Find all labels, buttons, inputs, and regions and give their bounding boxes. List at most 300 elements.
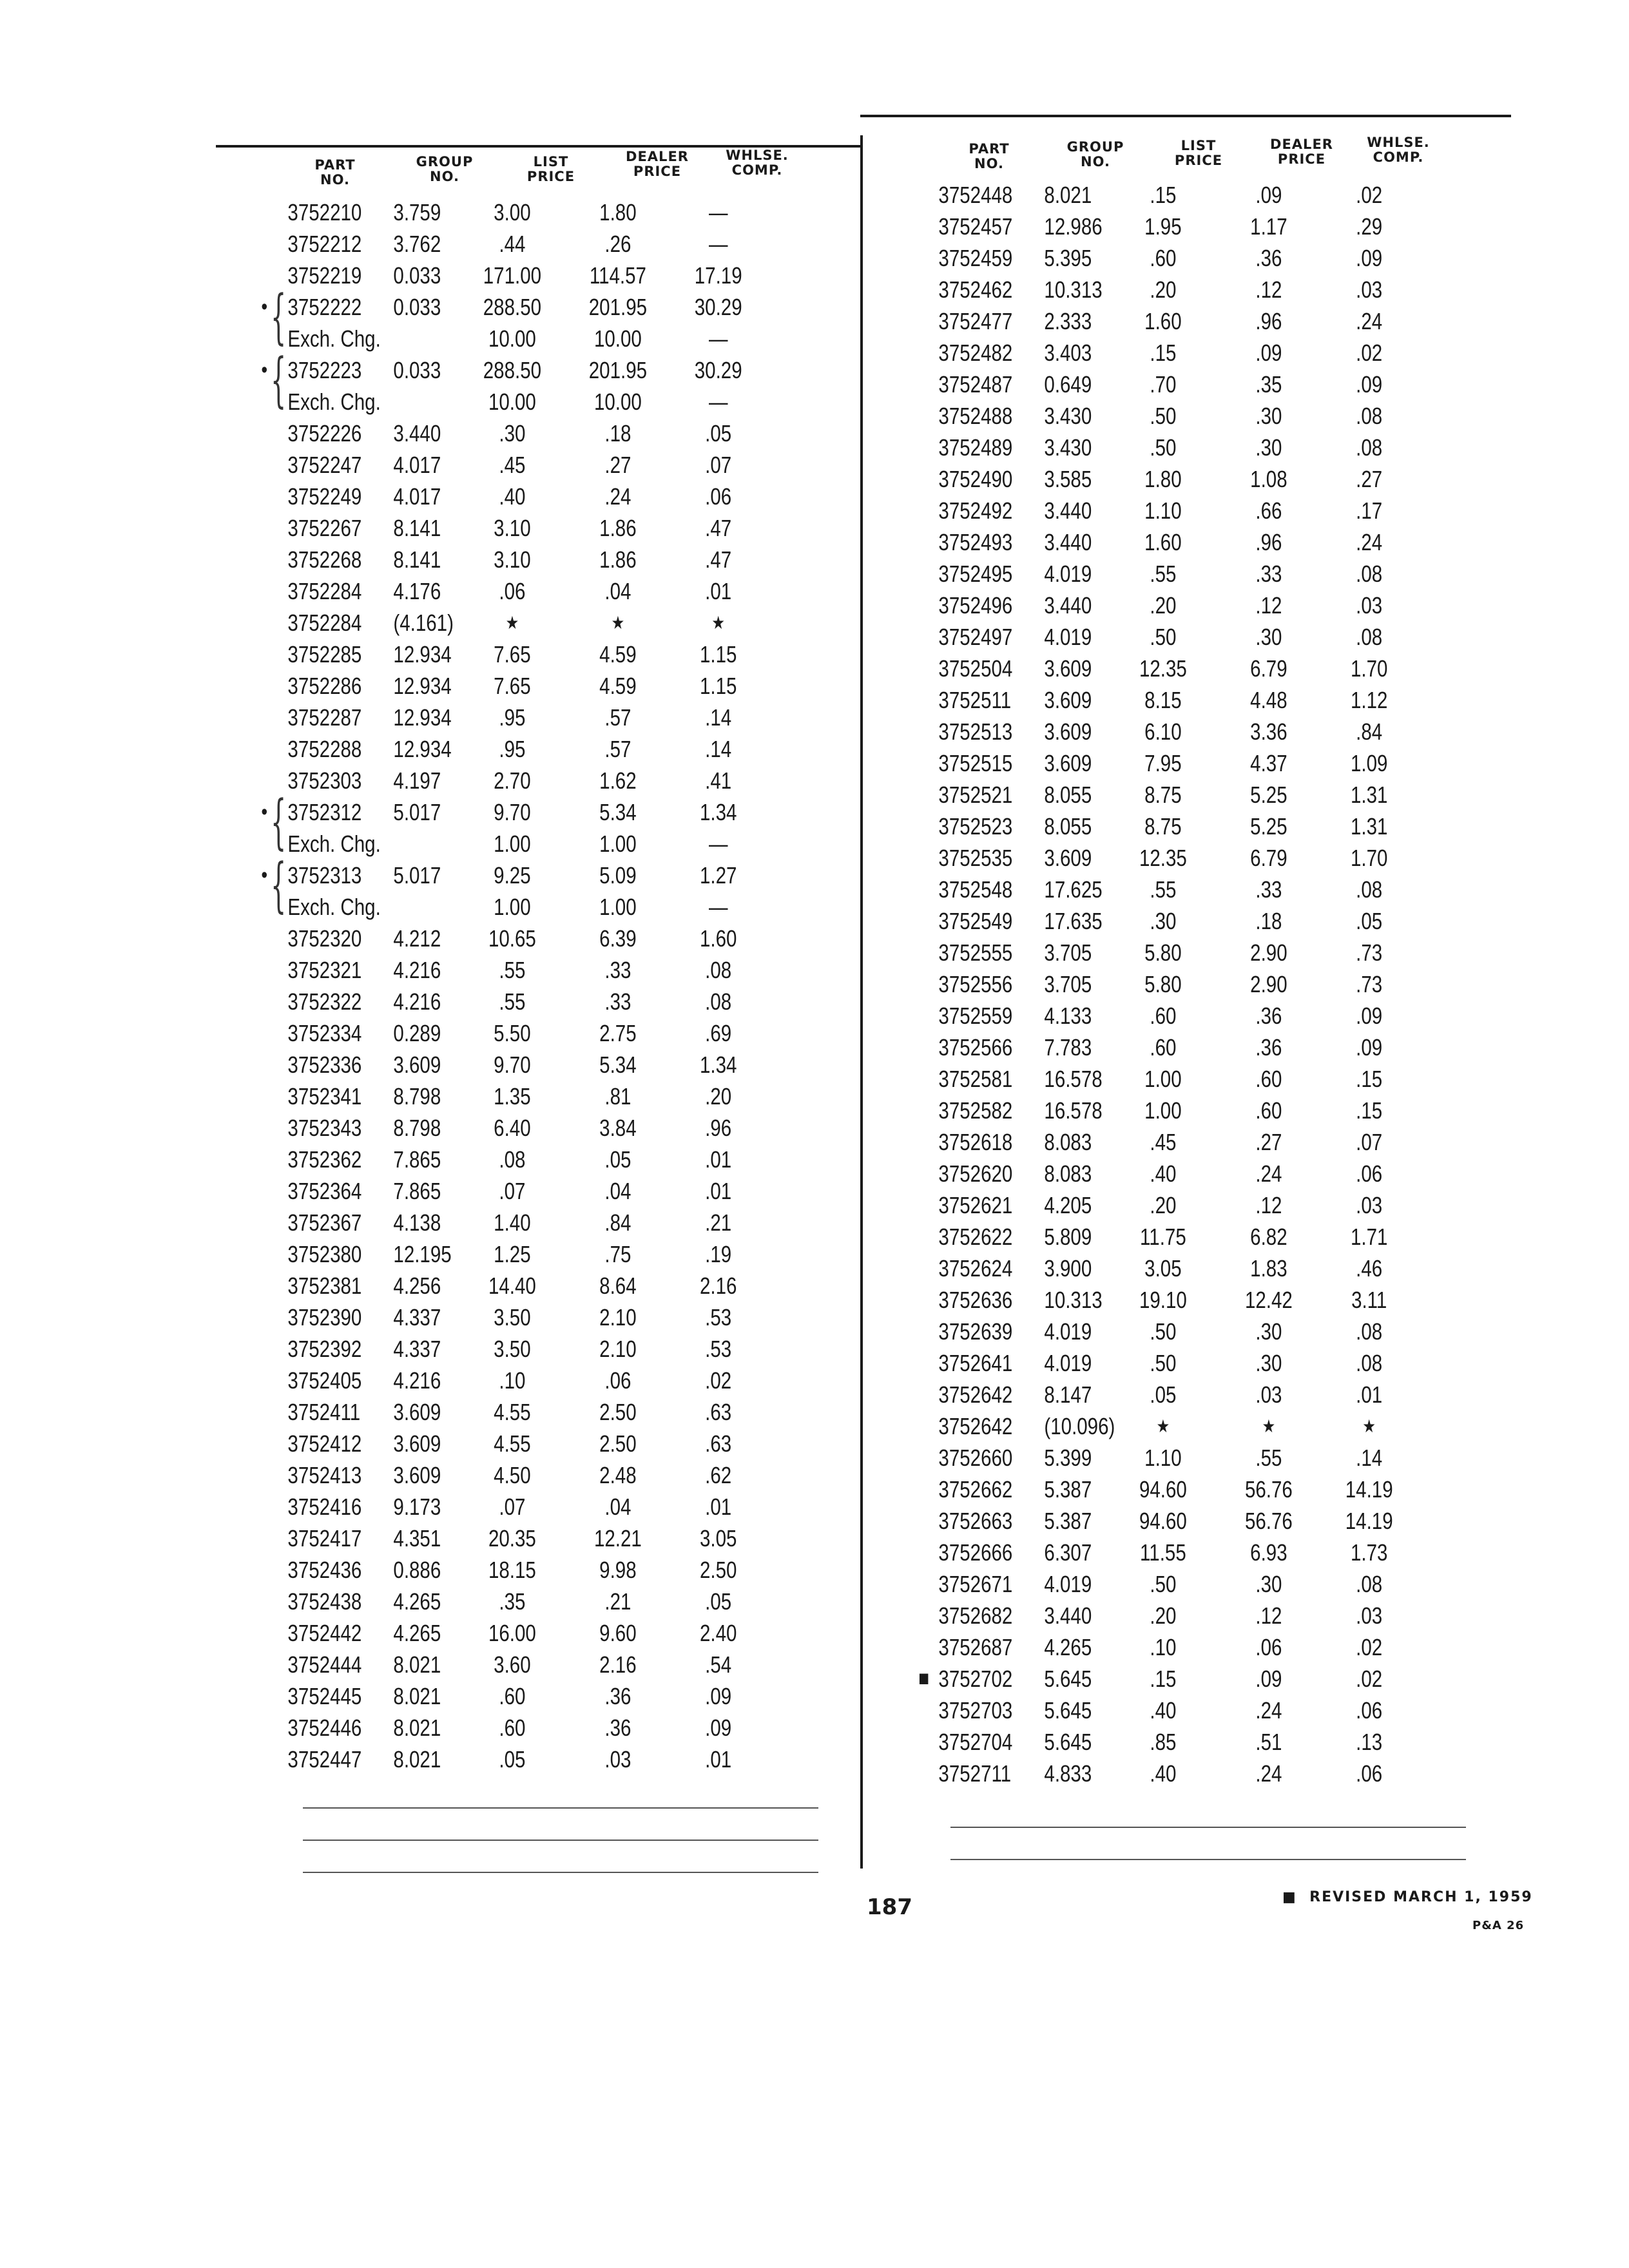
dealer-cell: .21 [604,1588,631,1615]
dealer-cell: .12 [1255,1602,1282,1629]
bullet-marker: • [261,863,268,887]
whlse-cell: .01 [705,1178,732,1204]
list-cell: 5.80 [1144,939,1182,966]
dealer-cell: 4.48 [1250,687,1287,713]
list-cell: 1.60 [1144,308,1182,334]
list-cell: 2.70 [494,767,531,794]
list-cell: .95 [499,704,526,731]
dealer-cell: 6.39 [599,925,637,952]
list-cell: .45 [499,452,526,478]
dealer-cell: 201.95 [588,357,648,383]
part-cell: 3752436 [287,1557,362,1583]
table-row [928,905,1382,937]
whlse-cell: .05 [1356,908,1383,934]
dealer-cell: .36 [1255,1034,1282,1061]
dealer-cell: ★ [611,612,625,633]
list-cell: .95 [499,736,526,762]
part-cell: 3752446 [287,1715,362,1741]
header-group-no-right: GROUP NO. [1066,139,1124,169]
list-cell: 6.40 [494,1115,531,1141]
list-cell: 1.60 [1144,529,1182,555]
revision-note [1282,1889,1533,1905]
whlse-cell: .08 [1356,624,1383,650]
whlse-cell: .24 [1356,308,1383,334]
table-row [277,765,731,796]
group-cell: 5.017 [393,862,441,889]
part-cell: 3752285 [287,641,362,668]
part-cell: 3752413 [287,1462,362,1488]
dealer-cell: 2.48 [599,1462,637,1488]
list-cell: .05 [1150,1381,1177,1408]
dealer-cell: 6.93 [1250,1539,1287,1566]
table-row [277,1712,731,1744]
table-row [277,1744,731,1775]
list-cell: .50 [1150,624,1177,650]
group-cell: 3.609 [1044,655,1092,682]
dealer-cell: .04 [604,578,631,604]
list-cell: 14.40 [488,1273,536,1299]
list-cell: 4.50 [494,1462,531,1488]
table-row [277,1491,731,1523]
table-row [277,891,731,923]
part-cell: 3752495 [938,561,1013,587]
list-cell: 6.10 [1144,718,1182,745]
part-cell: 3752666 [938,1539,1013,1566]
dealer-cell: 1.17 [1250,213,1287,240]
table-row [277,260,742,291]
dealer-cell: .03 [1255,1381,1282,1408]
dealer-cell: .84 [604,1209,631,1236]
dealer-cell: 5.34 [599,1052,637,1078]
group-cell: 4.337 [393,1304,441,1331]
list-cell: .85 [1150,1729,1177,1755]
dealer-cell: 12.21 [593,1525,642,1552]
table-row [277,323,731,354]
part-cell: 3752477 [938,308,1013,334]
group-cell: 3.609 [393,1399,441,1425]
table-row [277,1049,737,1081]
part-cell: 3752412 [287,1430,362,1457]
dealer-cell: 12.42 [1244,1287,1293,1313]
table-row [928,1758,1382,1789]
part-cell: 3752249 [287,483,362,510]
table-row [928,1284,1387,1316]
pa-code: P&A 26 [1472,1919,1525,1932]
whlse-cell: .47 [705,515,732,541]
group-cell: 17.625 [1044,876,1103,903]
dealer-cell: .05 [604,1146,631,1173]
list-cell: 11.75 [1140,1224,1186,1250]
table-row [928,1347,1382,1379]
dealer-cell: 1.83 [1250,1255,1287,1282]
group-cell: 17.635 [1044,908,1103,934]
list-cell: 11.55 [1140,1539,1186,1566]
whlse-cell: .29 [1356,213,1383,240]
list-cell: .35 [499,1588,526,1615]
dealer-cell: 4.59 [599,641,637,668]
table-row [928,1189,1382,1221]
table-row [928,1253,1382,1284]
group-cell: 8.021 [393,1746,441,1773]
table-row [928,1726,1382,1758]
list-cell: 3.10 [494,515,531,541]
group-cell: 8.141 [393,546,441,573]
part-cell: Exch. Chg. [287,894,381,920]
group-cell: 4.216 [393,957,441,983]
table-row [277,575,731,607]
part-cell: 3752411 [287,1399,361,1425]
list-cell: .40 [1150,1160,1177,1187]
dealer-cell: .33 [1255,561,1282,587]
list-cell: 288.50 [483,357,542,383]
table-row [928,305,1382,337]
right-price-table [918,179,1482,1789]
whlse-cell: .03 [1356,1192,1383,1218]
whlse-cell: .47 [705,546,732,573]
group-cell: 0.033 [393,294,441,320]
group-cell: 12.934 [393,736,452,762]
part-cell: 3752313 [287,862,362,889]
list-cell: 3.10 [494,546,531,573]
part-cell: 3752447 [287,1746,362,1773]
list-cell: 1.00 [494,894,531,920]
part-cell: 3752219 [287,262,362,289]
group-cell: 4.351 [393,1525,441,1552]
group-cell: 4.017 [393,452,441,478]
dealer-cell: 2.90 [1250,971,1287,997]
list-cell: .40 [1150,1697,1177,1724]
whlse-cell: .02 [1356,182,1383,208]
whlse-cell: .17 [1356,497,1383,524]
list-cell: .05 [499,1746,526,1773]
list-cell: 3.00 [494,199,531,226]
group-cell: 3.609 [393,1430,441,1457]
part-cell: 3752322 [287,988,362,1015]
table-row [277,1523,737,1554]
whlse-cell: .01 [705,1146,732,1173]
part-cell: 3752523 [938,813,1013,840]
whlse-cell: 1.09 [1350,750,1388,776]
left-price-table [261,197,831,1775]
whlse-cell: 1.34 [699,799,737,825]
list-cell: .60 [499,1715,526,1741]
list-cell: .55 [499,988,526,1015]
part-cell: 3752287 [287,704,362,731]
part-cell: 3752223 [287,357,362,383]
part-cell: 3752380 [287,1241,362,1267]
list-cell: .15 [1150,1666,1177,1692]
whlse-cell: .02 [1356,1634,1383,1660]
whlse-cell: 1.71 [1350,1224,1388,1250]
whlse-cell: 1.73 [1350,1539,1388,1566]
list-cell: 1.25 [494,1241,531,1267]
blank-rule [303,1872,818,1873]
dealer-cell: 2.10 [599,1304,637,1331]
whlse-cell: — [708,199,728,226]
whlse-cell: .01 [705,1746,732,1773]
whlse-cell: .08 [1356,1571,1383,1597]
whlse-cell: 1.15 [699,641,737,668]
whlse-cell: — [708,389,728,415]
whlse-cell: .06 [705,483,732,510]
whlse-cell: .06 [1356,1697,1383,1724]
group-cell: 3.609 [393,1462,441,1488]
list-cell: .50 [1150,403,1177,429]
part-cell: 3752442 [287,1620,362,1646]
part-cell: 3752226 [287,420,362,447]
part-cell: 3752566 [938,1034,1013,1061]
table-row [277,1333,731,1365]
group-cell: 5.809 [1044,1224,1092,1250]
list-cell: 7.65 [494,673,531,699]
group-cell: 3.759 [393,199,441,226]
group-cell: 12.195 [393,1241,452,1267]
group-cell: 8.798 [393,1115,441,1141]
list-cell: 10.00 [488,325,536,352]
list-cell: .08 [499,1146,526,1173]
table-row [277,1302,731,1333]
group-cell: 3.440 [1044,1602,1092,1629]
dealer-cell: 6.79 [1250,655,1287,682]
group-cell: 0.033 [393,357,441,383]
list-cell: .20 [1150,1602,1177,1629]
table-row [928,1095,1382,1126]
group-cell: 4.138 [393,1209,441,1236]
whlse-cell: .01 [705,1494,732,1520]
bullet-marker: • [261,800,268,824]
brace-icon: { [271,282,287,351]
part-cell: 3752320 [287,925,362,952]
group-cell: 4.019 [1044,1571,1092,1597]
table-row [928,1063,1382,1095]
whlse-cell: 2.40 [699,1620,737,1646]
part-cell: 3752624 [938,1255,1013,1282]
group-cell: 8.055 [1044,782,1092,808]
group-cell: 12.934 [393,673,452,699]
brace-icon: { [271,345,287,414]
list-cell: .55 [1150,561,1177,587]
whlse-cell: — [708,894,728,920]
table-row [928,463,1382,495]
table-row [277,828,731,860]
part-cell: 3752303 [287,767,362,794]
table-row [277,1586,731,1617]
table-row [277,1017,731,1049]
part-cell: 3752639 [938,1318,1013,1345]
group-cell: 4.337 [393,1336,441,1362]
group-cell: 3.609 [393,1052,441,1078]
table-row [928,1505,1393,1537]
whlse-cell: .53 [705,1304,732,1331]
whlse-cell: 1.70 [1350,845,1388,871]
dealer-cell: .33 [604,988,631,1015]
part-cell: 3752417 [287,1525,362,1552]
bullet-marker: • [261,358,268,382]
list-cell: 7.65 [494,641,531,668]
blank-rule [950,1859,1466,1860]
whlse-cell: .01 [705,578,732,604]
table-row [928,874,1382,905]
whlse-cell: .84 [1356,718,1383,745]
part-cell: 3752511 [938,687,1012,713]
group-cell: 4.265 [393,1588,441,1615]
dealer-cell: .24 [604,483,631,510]
whlse-cell: 1.31 [1350,813,1388,840]
group-cell: 3.609 [1044,845,1092,871]
dealer-cell: 1.00 [599,894,637,920]
part-cell: 3752459 [938,245,1013,271]
dealer-cell: .12 [1255,276,1282,303]
list-cell: 18.15 [488,1557,536,1583]
dealer-cell: 9.60 [599,1620,637,1646]
group-cell: 7.865 [393,1178,441,1204]
table-row [928,495,1382,526]
group-cell: 8.021 [393,1651,441,1678]
part-cell: 3752482 [938,340,1013,366]
table-row [277,1459,731,1491]
part-cell: 3752334 [287,1020,362,1046]
part-cell: 3752621 [938,1192,1013,1218]
list-cell: 20.35 [488,1525,536,1552]
bullet-marker: • [261,294,268,319]
table-row [277,923,737,954]
group-cell: 3.609 [1044,750,1092,776]
part-cell: 3752212 [287,231,362,257]
table-row [928,1221,1388,1253]
whlse-cell: .96 [705,1115,732,1141]
dealer-cell: .60 [1255,1066,1282,1092]
table-row [277,481,731,512]
dealer-cell: .12 [1255,592,1282,619]
brace-icon: { [271,850,287,919]
list-cell: .50 [1150,1571,1177,1597]
dealer-cell: 2.90 [1250,939,1287,966]
group-cell: 10.313 [1044,276,1103,303]
list-cell: .20 [1150,1192,1177,1218]
part-cell: 3752392 [287,1336,362,1362]
dealer-cell: 4.37 [1250,750,1287,776]
list-cell: .60 [1150,1003,1177,1029]
group-cell: 5.399 [1044,1445,1092,1471]
group-cell: 3.705 [1044,971,1092,997]
group-cell: 3.440 [1044,497,1092,524]
dealer-cell: 2.50 [599,1430,637,1457]
whlse-cell: .63 [705,1430,732,1457]
whlse-cell: .09 [1356,1003,1383,1029]
group-cell: 6.307 [1044,1539,1092,1566]
dealer-cell: .06 [604,1367,631,1394]
dealer-cell: 5.09 [599,862,637,889]
group-cell: 3.609 [1044,687,1092,713]
list-cell: .30 [499,420,526,447]
list-cell: .50 [1150,1350,1177,1376]
part-cell: 3752336 [287,1052,362,1078]
whlse-cell: 1.60 [699,925,737,952]
dealer-cell: .27 [604,452,631,478]
revised-date: REVISED MARCH 1, 1959 [1309,1889,1533,1905]
dealer-cell: .66 [1255,497,1282,524]
table-row [277,607,731,639]
table-row [928,1695,1382,1726]
table-row [928,274,1382,305]
part-cell: 3752492 [938,497,1013,524]
whlse-cell: 14.19 [1345,1476,1393,1503]
group-cell: 4.216 [393,1367,441,1394]
whlse-cell: .01 [1356,1381,1383,1408]
table-row [277,702,731,733]
part-cell: 3752457 [938,213,1013,240]
list-cell: .20 [1150,592,1177,619]
part-cell: 3752286 [287,673,362,699]
list-cell: 1.10 [1144,497,1182,524]
part-cell: 3752702 [938,1666,1013,1692]
part-cell: 3752390 [287,1304,362,1331]
whlse-cell: .07 [705,452,732,478]
group-cell: 4.017 [393,483,441,510]
blank-rule [950,1827,1466,1828]
whlse-cell: 14.19 [1345,1508,1393,1534]
dealer-cell: 5.34 [599,799,637,825]
dealer-cell: .33 [1255,876,1282,903]
group-cell: 5.017 [393,799,441,825]
part-cell: 3752660 [938,1445,1013,1471]
table-row [277,1238,731,1270]
table-row [928,937,1382,968]
part-cell: 3752284 [287,610,362,636]
dealer-cell: 2.50 [599,1399,637,1425]
dealer-cell: .57 [604,704,631,731]
group-cell: 4.833 [1044,1760,1092,1787]
whlse-cell: .08 [1356,561,1383,587]
part-cell: 3752416 [287,1494,362,1520]
list-cell: 1.95 [1144,213,1182,240]
table-row [277,1175,731,1207]
part-cell: 3752497 [938,624,1013,650]
group-cell: 0.289 [393,1020,441,1046]
table-row [928,590,1382,621]
list-cell: .10 [499,1367,526,1394]
dealer-cell: 6.79 [1250,845,1287,871]
part-cell: 3752687 [938,1634,1013,1660]
table-row [928,1158,1382,1189]
table-row [277,1680,731,1712]
list-cell: 1.00 [1144,1097,1182,1124]
whlse-cell: 1.31 [1350,782,1388,808]
group-cell: 12.986 [1044,213,1103,240]
whlse-cell: .06 [1356,1160,1383,1187]
table-row [277,418,731,449]
table-row [928,1000,1382,1032]
whlse-cell: .15 [1356,1066,1383,1092]
list-cell: 16.00 [488,1620,536,1646]
whlse-cell: .07 [1356,1129,1383,1155]
list-cell: .45 [1150,1129,1177,1155]
table-row [928,211,1382,242]
table-row [928,1474,1393,1505]
list-cell: .60 [1150,1034,1177,1061]
part-cell: 3752496 [938,592,1013,619]
dealer-cell: .96 [1255,529,1282,555]
group-cell: 3.430 [1044,434,1092,461]
list-cell: ★ [505,612,519,633]
list-cell: ★ [1156,1416,1170,1437]
header-dealer-price-right: DEALER PRICE [1270,137,1333,167]
dealer-cell: .33 [604,957,631,983]
table-row [928,337,1382,369]
dealer-cell: .35 [1255,371,1282,398]
dealer-cell: 4.59 [599,673,637,699]
whlse-cell: 1.15 [699,673,737,699]
